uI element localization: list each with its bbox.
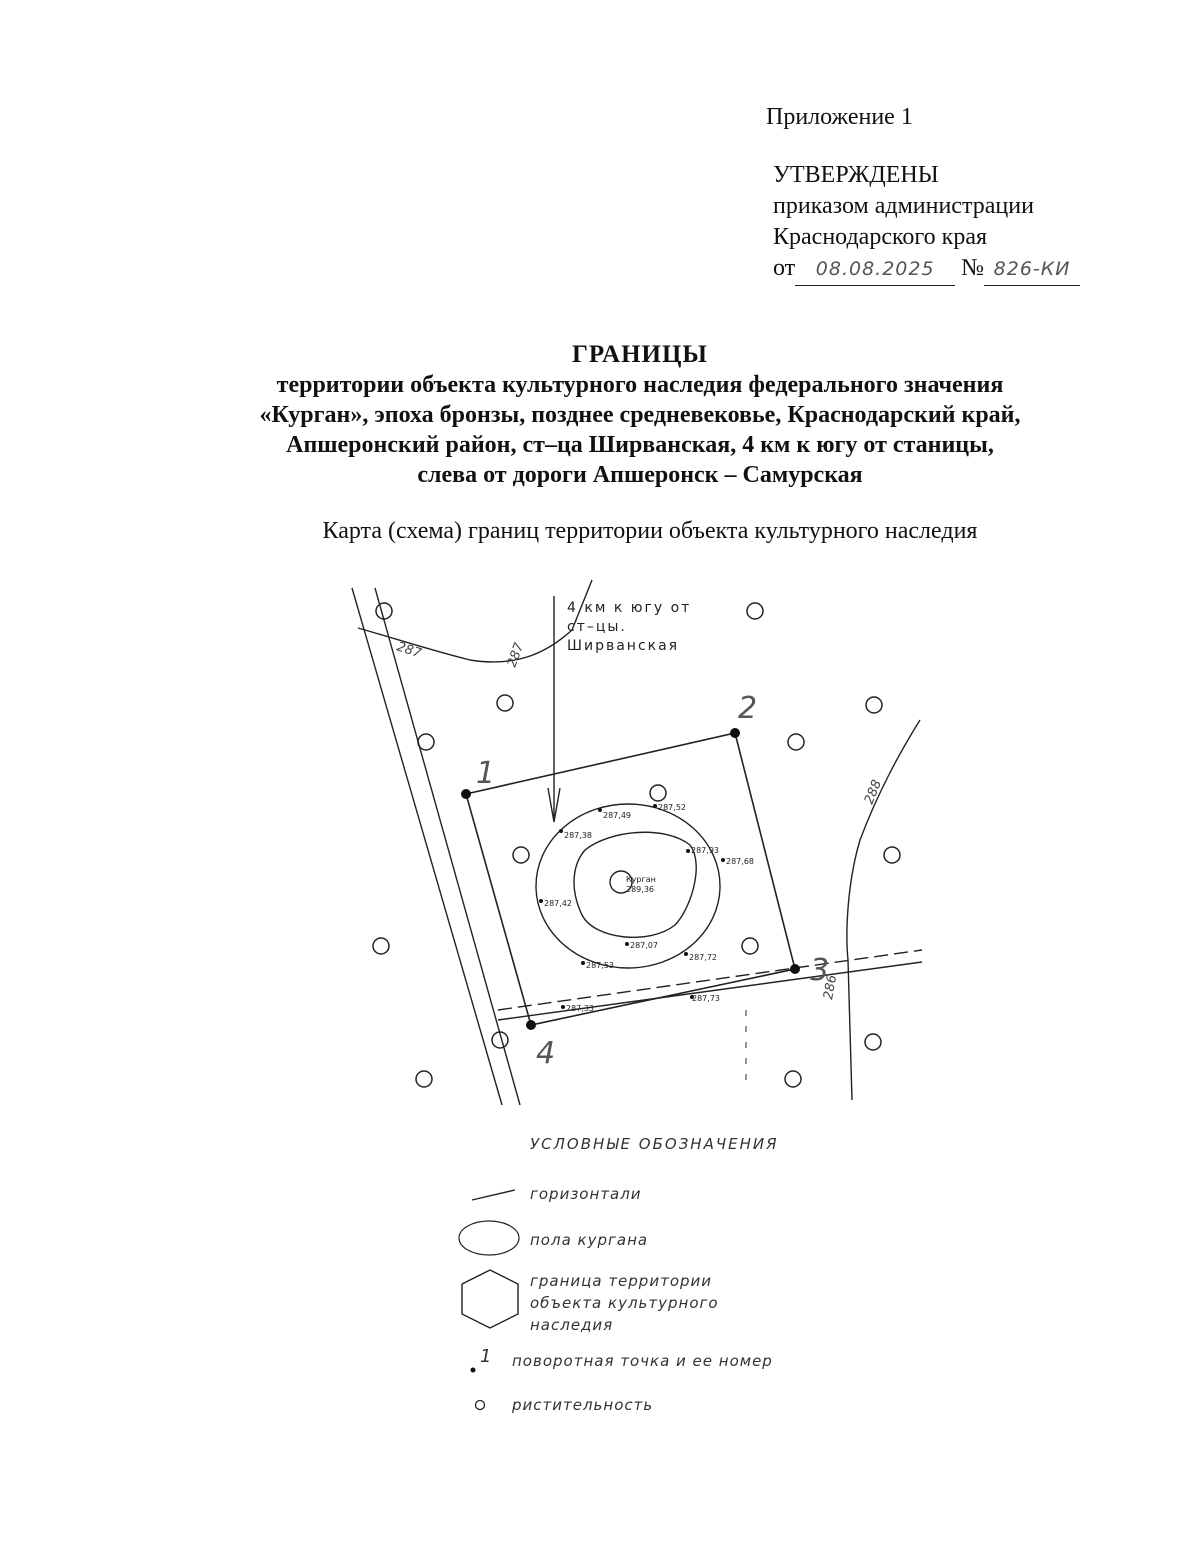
elevation-dot <box>721 858 725 862</box>
turning-point-1-number: 1 <box>476 756 496 791</box>
title-main: ГРАНИЦЫ <box>572 341 708 368</box>
vegetation-icon <box>376 603 392 619</box>
vegetation-icon <box>418 734 434 750</box>
direction-text-1: 4 км к югу от <box>567 600 692 616</box>
turning-point-2-number: 2 <box>738 691 758 726</box>
legend-contour-symbol <box>472 1190 515 1200</box>
turning-point-1-marker <box>461 789 471 799</box>
kurgan-elevation: 289,36 <box>626 885 654 894</box>
legend-boundary-symbol <box>462 1270 518 1328</box>
legend-vegetation-symbol <box>476 1401 485 1410</box>
legend-boundary-line-2: объекта культурного <box>530 1294 719 1312</box>
contour-line-lower-2 <box>498 962 922 1020</box>
elevation-label: 287,72 <box>689 953 717 962</box>
legend-boundary-line-1: граница территории <box>530 1272 713 1290</box>
road-edge-2 <box>375 588 520 1105</box>
legend-vegetation: ристительность <box>512 1396 654 1414</box>
elevation-label: 287,38 <box>564 831 592 840</box>
turning-point-3-number: 3 <box>810 953 830 988</box>
legend-boundary <box>530 1270 719 1336</box>
legend-turning-point: поворотная точка и ее номер <box>512 1352 773 1370</box>
road-edge-1 <box>352 588 502 1105</box>
turning-point-2-marker <box>730 728 740 738</box>
elevation-dot <box>653 804 657 808</box>
elevation-label: 287,42 <box>544 899 572 908</box>
approved-line-2: Краснодарского края <box>773 224 988 250</box>
turning-point-4-marker <box>526 1020 536 1030</box>
elevation-label: 287,93 <box>691 846 719 855</box>
direction-text-2: ст–цы. <box>567 619 627 635</box>
title-line-3: Апшеронский район, ст–ца Ширванская, 4 км к югу от станицы, <box>286 432 994 458</box>
vegetation-icon <box>884 847 900 863</box>
elevation-label: 287,68 <box>726 857 754 866</box>
legend-mound-symbol <box>459 1221 519 1255</box>
elevation-dot <box>598 808 602 812</box>
date-prefix: от <box>773 255 796 281</box>
approved-line-1: приказом администрации <box>773 193 1034 219</box>
legend-turning-point-sample-number: 1 <box>480 1346 492 1367</box>
elevation-label: 287,53 <box>586 961 614 970</box>
vegetation-icon <box>373 938 389 954</box>
vegetation-icon <box>866 697 882 713</box>
elevation-dot <box>686 849 690 853</box>
title-line-2: «Курган», эпоха бронзы, позднее средневековье, Краснодарский край, <box>259 402 1021 428</box>
legend-turning-point-symbol <box>471 1368 476 1373</box>
elevation-label: 287,49 <box>603 811 631 820</box>
title-line-4: слева от дороги Апшеронск – Самурская <box>417 462 863 488</box>
elevation-label: 287,33 <box>566 1004 594 1013</box>
vegetation-symbols <box>373 603 900 1087</box>
contour-label-left: 287 <box>394 639 424 662</box>
vegetation-icon <box>785 1071 801 1087</box>
kurgan-label: Курган <box>626 875 656 884</box>
contour-line-right <box>847 720 920 1100</box>
approved-title: УТВЕРЖДЕНЫ <box>773 162 939 188</box>
elevation-dot <box>561 1005 565 1009</box>
title-line-1: территории объекта культурного наследия федерального значения <box>276 372 1004 398</box>
contour-label-right: 288 <box>861 777 886 807</box>
vegetation-icon <box>416 1071 432 1087</box>
contour-line-top <box>358 580 592 662</box>
legend-boundary-line-3: наследия <box>530 1316 614 1334</box>
contour-label-top: 287 <box>504 640 528 670</box>
direction-text-3: Ширванская <box>567 638 680 654</box>
elevation-label: 287,07 <box>630 941 658 950</box>
legend-contours: горизонтали <box>530 1185 642 1203</box>
date-value: 08.08.2025 <box>795 254 955 286</box>
vegetation-icon <box>742 938 758 954</box>
vegetation-icon <box>497 695 513 711</box>
elevation-label: 287,73 <box>692 994 720 1003</box>
number-prefix: № <box>961 255 985 281</box>
vegetation-icon <box>650 785 666 801</box>
vegetation-icon <box>788 734 804 750</box>
turning-point-4-number: 4 <box>536 1036 556 1071</box>
turning-point-3-marker <box>790 964 800 974</box>
elevation-dot <box>581 961 585 965</box>
elevation-dot <box>559 829 563 833</box>
elevation-dot <box>539 899 543 903</box>
vegetation-icon <box>747 603 763 619</box>
contour-label-bottom-right: 286 <box>821 973 841 1001</box>
elevation-dot <box>684 952 688 956</box>
vegetation-icon <box>513 847 529 863</box>
vegetation-icon <box>865 1034 881 1050</box>
legend-mound-base: пола кургана <box>530 1231 649 1249</box>
elevation-dot <box>625 942 629 946</box>
annex-label: Приложение 1 <box>766 104 913 130</box>
elevation-label: 287,52 <box>658 803 686 812</box>
map-subtitle: Карта (схема) границ территории объекта культурного наследия <box>322 518 978 544</box>
legend-title: УСЛОВНЫЕ ОБОЗНАЧЕНИЯ <box>530 1135 779 1153</box>
number-value: 826-КИ <box>984 254 1080 286</box>
